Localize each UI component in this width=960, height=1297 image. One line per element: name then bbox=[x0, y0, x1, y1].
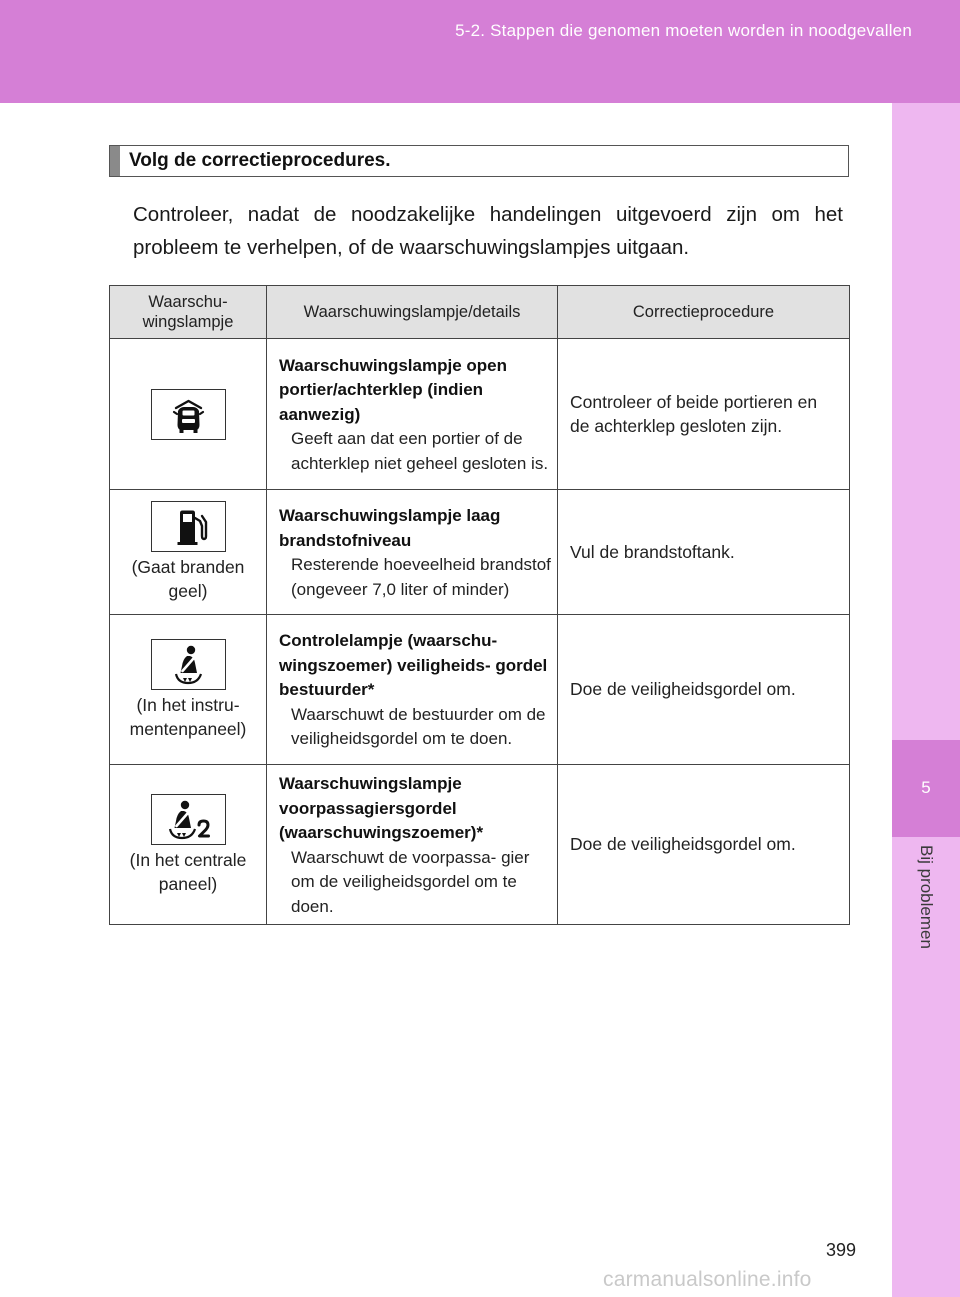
table-row bbox=[110, 615, 850, 765]
running-header: 5-2. Stappen die genomen moeten worden in noodgevallen bbox=[455, 21, 912, 40]
warning-lamp-table bbox=[109, 285, 850, 925]
lamp-caption: (Gaat branden geel) bbox=[131, 557, 245, 601]
section-heading bbox=[109, 145, 849, 177]
procedure-cell: Doe de veiligheidsgordel om. bbox=[558, 765, 850, 925]
fuel-pump-icon bbox=[151, 501, 226, 552]
section-heading-text: Volg de correctieprocedures. bbox=[129, 150, 391, 171]
procedure-cell: Controleer of beide portieren en de achterklep gesloten zijn. bbox=[558, 339, 850, 490]
intro-paragraph: Controleer, nadat de noodzakelijke handelingen uitgevoerd zijn om het probleem te verhelpen, of de waarschuwingslampjes uitgaan. bbox=[133, 203, 843, 259]
lamp-title: Waarschuwingslampje open portier/achterklep (indien aanwezig) bbox=[279, 355, 507, 424]
page-number: 399 bbox=[826, 1240, 857, 1260]
lamp-description: Waarschuwt de voorpassa- gier om de veiligheidsgordel om te doen. bbox=[291, 847, 530, 916]
chapter-label: Bij problemen bbox=[917, 845, 936, 949]
table-row bbox=[110, 765, 850, 925]
chapter-number: 5 bbox=[921, 778, 931, 797]
procedure-cell: Vul de brandstoftank. bbox=[558, 490, 850, 615]
detail-cell bbox=[267, 615, 558, 765]
header-band bbox=[0, 0, 960, 103]
header-procedure: Correctieprocedure bbox=[558, 286, 850, 339]
seatbelt-driver-icon bbox=[151, 639, 226, 690]
lamp-description: Resterende hoeveelheid brandstof (ongeveer 7,0 liter of minder) bbox=[291, 555, 551, 599]
seatbelt-passenger-icon bbox=[151, 794, 226, 845]
detail-cell bbox=[267, 490, 558, 615]
procedure-cell: Doe de veiligheidsgordel om. bbox=[558, 615, 850, 765]
header-details: Waarschuwingslampje/details bbox=[267, 286, 558, 339]
lamp-caption: (In het instru- mentenpaneel) bbox=[129, 694, 247, 739]
lamp-cell bbox=[110, 615, 267, 765]
side-margin-band bbox=[892, 103, 960, 1297]
chapter-tab bbox=[892, 740, 960, 837]
lamp-cell bbox=[110, 339, 267, 490]
table-row bbox=[110, 339, 850, 490]
table-header-row bbox=[110, 286, 850, 339]
lamp-description: Geeft aan dat een portier of de achterklep niet geheel gesloten is. bbox=[291, 429, 549, 473]
header-lamp: Waarschu- wingslampje bbox=[110, 286, 267, 339]
table-row bbox=[110, 490, 850, 615]
lamp-description: Waarschuwt de bestuurder om de veiligheidsgordel om te doen. bbox=[291, 704, 546, 749]
detail-cell bbox=[267, 339, 558, 490]
lamp-caption: (In het centrale paneel) bbox=[129, 849, 247, 894]
detail-cell bbox=[267, 765, 558, 925]
lamp-cell bbox=[110, 765, 267, 925]
lamp-title: Waarschuwingslampje laag brandstofniveau bbox=[279, 506, 501, 550]
watermark: carmanualsonline.info bbox=[603, 1268, 812, 1291]
lamp-cell bbox=[110, 490, 267, 615]
lamp-title: Controlelampje (waarschu- wingszoemer) veiligheids- gordel bestuurder* bbox=[279, 631, 548, 700]
chapter-label-container bbox=[892, 845, 960, 975]
door-open-icon bbox=[151, 389, 226, 440]
lamp-title: Waarschuwingslampje voorpassagiersgordel (waarschuwingszoemer)* bbox=[279, 774, 484, 842]
section-heading-bar bbox=[110, 146, 120, 176]
